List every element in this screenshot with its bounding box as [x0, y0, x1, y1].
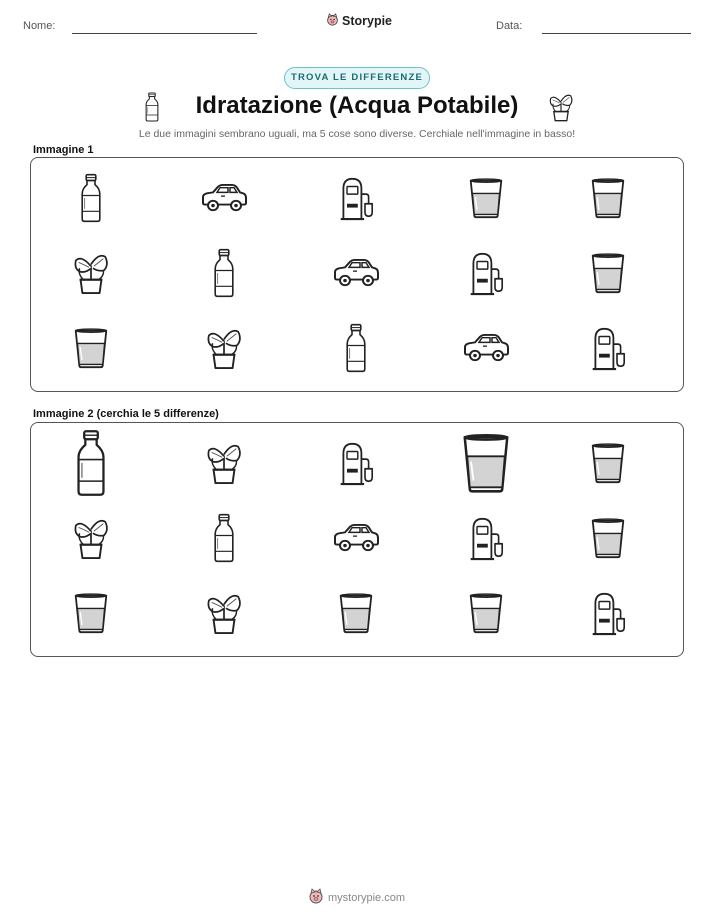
car-icon — [332, 258, 380, 288]
plant-icon[interactable] — [205, 441, 243, 485]
activity-badge: TROVA LE DIFFERENZE — [284, 67, 430, 89]
footer-url: mystorypie.com — [328, 891, 406, 904]
image1-label: Immagine 1 — [33, 144, 94, 156]
car-icon[interactable] — [332, 523, 380, 553]
glass-icon[interactable] — [590, 517, 626, 559]
brand-logo — [326, 13, 392, 29]
date-label: Data: — [496, 20, 523, 32]
glass-icon[interactable] — [338, 592, 374, 634]
bottle-icon[interactable] — [212, 513, 236, 563]
bottle-icon[interactable] — [74, 429, 108, 497]
glass-icon — [468, 177, 504, 219]
page-title: Idratazione (Acqua Potabile) — [195, 92, 519, 119]
glass-icon[interactable] — [590, 442, 626, 484]
brand-name: Storypie — [342, 14, 393, 28]
fuel-pump-icon — [338, 175, 374, 221]
fuel-pump-icon[interactable] — [468, 515, 504, 561]
plant-icon — [548, 92, 574, 122]
fuel-pump-icon[interactable] — [338, 440, 374, 486]
glass-icon[interactable] — [73, 592, 109, 634]
plant-icon[interactable] — [205, 591, 243, 635]
pig-mascot-icon — [308, 888, 324, 907]
name-line[interactable] — [72, 33, 257, 34]
glass-icon[interactable] — [461, 432, 511, 494]
plant-icon — [72, 251, 110, 295]
page-subtitle: Le due immagini sembrano uguali, ma 5 cose sono diverse. Cerchiale nell'immagine in basso! — [138, 128, 576, 140]
fuel-pump-icon — [590, 325, 626, 371]
bottle-icon — [344, 323, 368, 373]
car-icon — [462, 333, 510, 363]
date-line[interactable] — [542, 33, 691, 34]
image1-panel — [30, 157, 684, 392]
pig-mascot-icon — [326, 13, 339, 29]
bottle-icon — [212, 248, 236, 298]
glass-icon[interactable] — [468, 592, 504, 634]
car-icon — [200, 183, 248, 213]
glass-icon — [590, 177, 626, 219]
image2-panel[interactable] — [30, 422, 684, 657]
plant-icon — [205, 326, 243, 370]
fuel-pump-icon[interactable] — [590, 590, 626, 636]
plant-icon[interactable] — [72, 516, 110, 560]
name-label: Nome: — [23, 20, 56, 32]
image2-label: Immagine 2 (cerchia le 5 differenze) — [33, 408, 219, 420]
glass-icon — [73, 327, 109, 369]
bottle-icon — [79, 173, 103, 223]
glass-icon — [590, 252, 626, 294]
footer — [308, 888, 405, 907]
fuel-pump-icon — [468, 250, 504, 296]
